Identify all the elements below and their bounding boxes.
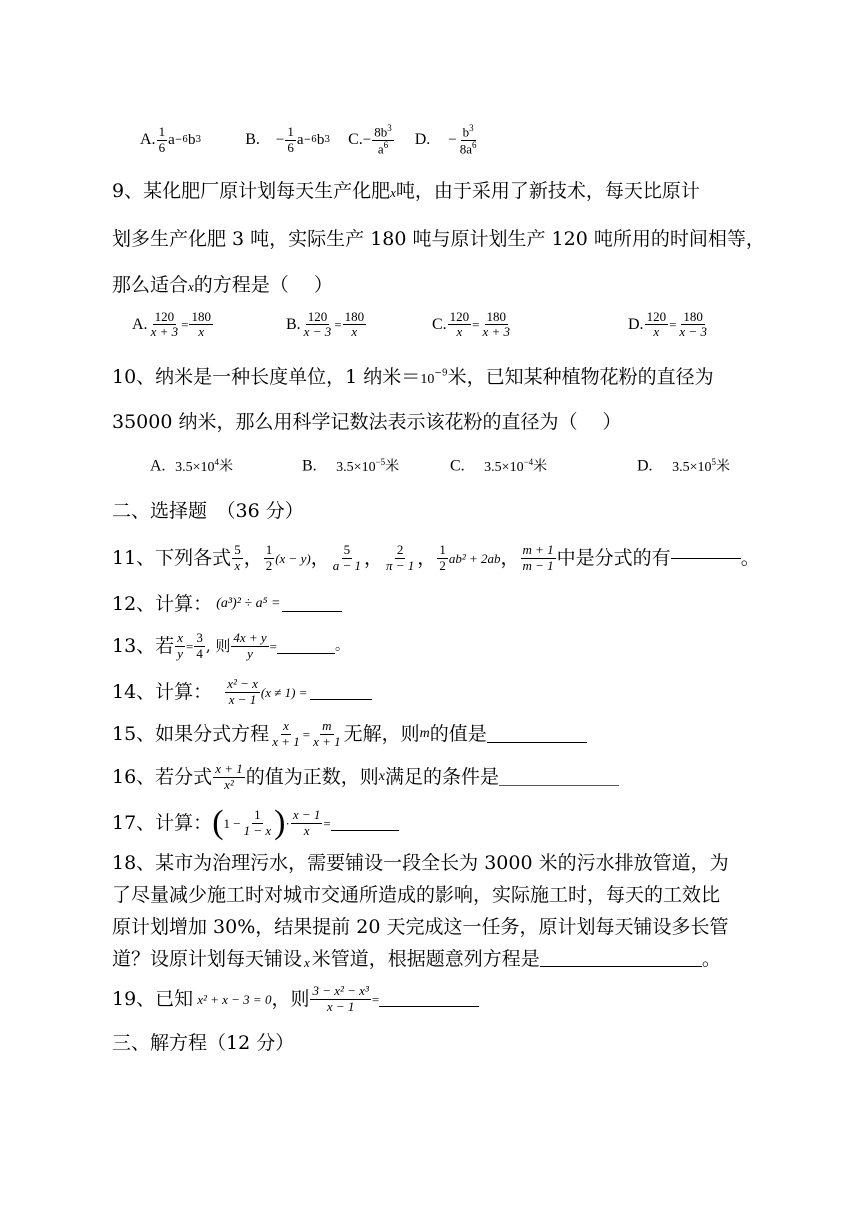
- q18-line2: 了尽量减少施工时对城市交通所造成的影响，实际施工时，每天的工效比: [112, 884, 721, 906]
- q15-answer-blank[interactable]: [487, 741, 587, 743]
- q10-option-b: B. $3.5\times 10^{-5}$米: [302, 457, 400, 475]
- q9-line1: 9、某化肥厂原计划每天生产化肥x吨，由于采用了新技术，每天比原计: [112, 180, 700, 202]
- q8-option-c-num-exp: 3: [387, 122, 392, 133]
- q11-row: 11、下列各式 $\frac{5}{x}$ ， $\frac{1}{2}$ (x − y) ， $\frac{5}{a - 1}$ ， $\frac{2}{\pi - 1}$ ， $\frac{1}{2}$ ab² + 2ab ， $\frac{m + 1}{m - 1}$ 中是分式的有 。: [112, 542, 760, 573]
- q10-ten-exp: −9: [434, 368, 448, 379]
- q9-option-d: D. $\frac{120}{x}$ = $\frac{180}{x - 3}$: [628, 309, 707, 340]
- q8-option-b-var: a: [296, 131, 304, 148]
- q8-option-d-den-exp: 6: [472, 139, 477, 150]
- section-2-heading: 二、选择题 （36 分）: [112, 500, 304, 522]
- q10-option-d: D. $3.5\times 10^5$米: [637, 457, 730, 475]
- q9-option-b-label: B.: [286, 315, 301, 333]
- q12-expression: (a³)² ÷ a⁵ =: [216, 596, 281, 611]
- q13-answer-blank[interactable]: [277, 652, 335, 654]
- q9-line3: 那么适合x的方程是（ ）: [112, 274, 333, 296]
- q8-option-a-b: b: [188, 131, 196, 148]
- q10-option-c: C. $3.5\times 10^{-4}$米: [450, 457, 548, 475]
- q9-line2: 划多生产化肥 3 吨，实际生产 180 吨与原计划生产 120 吨所用的时间相等，: [112, 228, 765, 250]
- q8-option-a-label: A.: [140, 131, 156, 148]
- q8-option-a-fraction: $\frac{1}{6}$: [158, 124, 166, 155]
- q8-option-b-exp1: −6: [303, 135, 317, 145]
- q10-line1: 10、纳米是一种长度单位，1 纳米$=10^{-9}$米，已知某种植物花粉的直径为: [112, 366, 714, 388]
- q14-answer-blank[interactable]: [310, 698, 372, 700]
- q8-option-c-den-exp: 6: [383, 139, 389, 150]
- q8-option-d-num-exp: 3: [469, 122, 474, 133]
- q8-option-c-label: C.: [348, 131, 363, 148]
- q9-option-a: A. $\frac{120}{x + 3}$ = $\frac{180}{x}$: [132, 309, 211, 340]
- q18-line4: 道？设原计划每天铺设 x 米管道，根据题意列方程是 。: [112, 948, 721, 970]
- q8-option-d-label: D.: [414, 131, 431, 148]
- q18-line3: 原计划增加 30%，结果提前 20 天完成这一任务，原计划每天铺设多长管: [112, 916, 729, 938]
- q8-option-c-num: 8b: [374, 124, 388, 140]
- q8-option-a-var: a: [168, 131, 175, 148]
- q8-option-c-minus: −: [362, 131, 372, 148]
- q11-answer-blank[interactable]: [671, 557, 741, 559]
- q10-line2: 35000 纳米，那么用科学记数法表示该花粉的直径为（ ）: [112, 411, 622, 433]
- q15-row: 15、如果分式方程 $\frac{x}{x + 1}$ = $\frac{m}{x + 1}$ 无解，则 m 的值是: [112, 712, 587, 756]
- q9-option-a-label: A.: [132, 315, 148, 333]
- q17-answer-blank[interactable]: [331, 829, 399, 831]
- q8-option-d-den: 8a: [459, 140, 473, 156]
- q8-option-d-minus: −: [448, 131, 457, 148]
- q8-option-c-den: a: [377, 140, 384, 156]
- q16-row: 16、若分式 $\frac{x + 1}{\text{x²}}$ 的值为正数，则 x 满足的条件是: [112, 756, 619, 798]
- q8-option-b-label: B.: [245, 131, 260, 148]
- q19-row: 19、已知 x² + x − 3 = 0 ，则 $\frac{\text{3 − x² − x³}}{x - 1}$ =: [112, 976, 479, 1022]
- q16-answer-blank[interactable]: [499, 784, 619, 786]
- q8-option-d-fraction: [458, 124, 479, 156]
- q12-answer-blank[interactable]: [282, 610, 342, 612]
- section-3-heading: 三、解方程（12 分）: [112, 1032, 295, 1054]
- q10-option-a: A. $3.5\times 10^4$米: [150, 457, 233, 475]
- q8-option-b-b: b: [316, 131, 325, 148]
- q18-line1: 18、某市为治理污水，需要铺设一段全长为 3000 米的污水排放管道，为: [112, 852, 729, 874]
- q13-row: 13、若 $\frac{x}{y}$ = $\frac{3}{4}$ , 则 $\frac{4x + y}{y}$ = 。: [112, 630, 350, 661]
- q8-option-b-minus: −: [275, 131, 285, 148]
- q8-options-row: [140, 118, 480, 162]
- q14-row: 14、计算： $\frac{\text{x² − x}}{x - 1}$ (x ≠ 1) =: [112, 670, 372, 714]
- q18-answer-blank[interactable]: [540, 965, 702, 967]
- q8-option-d-num: b: [462, 124, 470, 140]
- q19-answer-blank[interactable]: [379, 1005, 479, 1007]
- q9-option-b: B. $\frac{120}{x - 3}$ = $\frac{180}{x}$: [286, 309, 365, 340]
- q12-row: 12、计算： (a³)² ÷ a⁵ =: [112, 592, 342, 616]
- q9-option-c: C. $\frac{120}{x}$ = $\frac{180}{x + 3}$: [432, 309, 511, 340]
- q8-option-c-fraction: [372, 124, 394, 156]
- q8-option-b-exp2: 3: [324, 135, 331, 145]
- q9-var-x-2: x: [188, 279, 194, 294]
- q17-row: 17、计算： ( 1 − $\frac{1}{1 - x}$ ) · $\frac{x - 1}{x}$ =: [112, 800, 399, 846]
- q8-option-a-exp1: −6: [174, 135, 189, 145]
- q10-ten: 10: [420, 372, 435, 387]
- q8-option-b-fraction: $\frac{1}{6}$: [287, 124, 294, 155]
- q9-option-d-label: D.: [628, 315, 644, 333]
- q9-var-x: x: [390, 185, 396, 200]
- q8-option-a-exp2: 3: [195, 135, 202, 145]
- q9-option-c-label: C.: [432, 315, 447, 333]
